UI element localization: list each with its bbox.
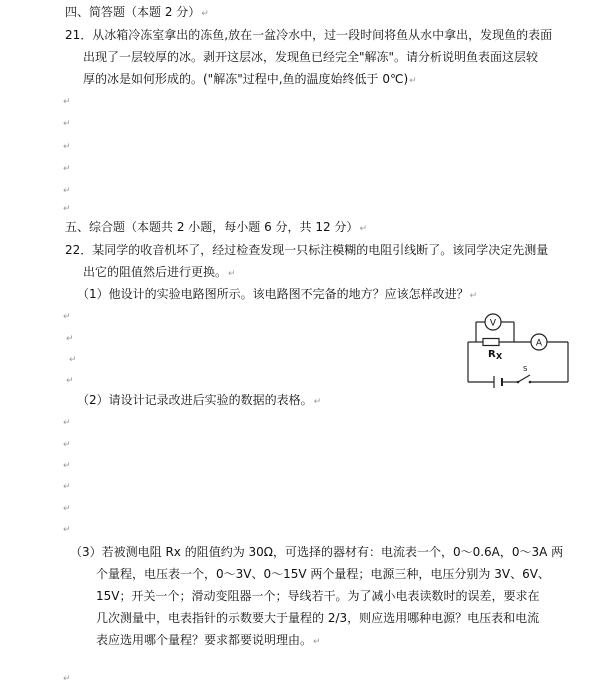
paragraph-mark: ↵ <box>63 525 71 535</box>
paragraph-mark: ↵ <box>409 76 417 86</box>
q22-part-1 <box>77 286 477 304</box>
section-5-heading-text: 五、综合题（本题共 2 小题，每小题 6 分，共 12 分） <box>65 220 359 234</box>
q22-part-3-line-5 <box>96 632 321 650</box>
paragraph-mark: ↵ <box>359 224 367 234</box>
q22-part-3-line-3: 15V；开关一个；滑动变阻器一个；导线若干。为了减小电表读数时的误差，要求在 <box>96 589 540 603</box>
q22-part-3-line-2: 个量程，电压表一个，0～3V、0～15V 两个量程；电源三种，电压分别为 3V、6V、 <box>96 567 550 581</box>
paragraph-mark: ↵ <box>63 142 71 152</box>
q22-line-2 <box>83 264 236 282</box>
q22-part-2-text: （2）请设计记录改进后实验的数据的表格。 <box>77 393 313 407</box>
switch-label: S <box>523 365 528 373</box>
q21-line-3-text: 厚的冰是如何形成的。("解冻"过程中,鱼的温度始终低于 0℃) <box>83 72 409 86</box>
switch-pivot <box>517 381 520 384</box>
resistor-label: R <box>488 349 496 360</box>
q22-part-3-line-5-text: 表应选用哪个量程？要求都要说明理由。 <box>96 633 313 647</box>
paragraph-mark: ↵ <box>63 204 71 214</box>
q22-part-3-line-4: 几次测量中，电表指针的示数要大于量程的 2/3，则应选用哪种电源？电压表和电流 <box>96 611 540 625</box>
q21-line-3 <box>83 71 417 89</box>
section-4-heading-text: 四、简答题（本题 2 分） <box>65 5 201 19</box>
paragraph-mark: ↵ <box>63 461 71 471</box>
paragraph-mark: ↵ <box>69 355 77 365</box>
voltmeter-symbol: V <box>489 318 497 329</box>
paragraph-mark: ↵ <box>63 164 71 174</box>
paragraph-mark: ↵ <box>228 269 236 279</box>
paragraph-mark: ↵ <box>63 312 71 322</box>
paragraph-mark: ↵ <box>469 291 478 301</box>
ammeter-symbol: A <box>535 338 543 349</box>
paragraph-mark: ↵ <box>63 674 71 684</box>
paragraph-mark: ↵ <box>201 9 209 19</box>
q22-line-2-text: 出它的阻值然后进行更换。 <box>83 265 228 279</box>
paragraph-mark: ↵ <box>63 119 71 129</box>
q22-line-1: 22．某同学的收音机坏了，经过检查发现一只标注模糊的电阻引线断了。该同学决定先测量 <box>65 243 549 257</box>
paragraph-mark: ↵ <box>63 482 71 492</box>
section-5-heading <box>65 219 367 237</box>
q22-part-3-line-1: （3）若被测电阻 Rx 的阻值约为 30Ω，可选择的器材有：电流表一个，0～0.6A，0～3A 两 <box>70 545 564 559</box>
paragraph-mark: ↵ <box>313 397 322 407</box>
paragraph-mark: ↵ <box>63 440 71 450</box>
switch-icon <box>518 375 530 382</box>
circuit-diagram <box>460 312 576 388</box>
paragraph-mark: ↵ <box>63 97 71 107</box>
q22-part-1-text: （1）他设计的实验电路图所示。该电路图不完备的地方？应该怎样改进？ <box>77 287 469 301</box>
q21-line-2: 出现了一层较厚的冰。剥开这层冰，发现鱼已经完全"解冻"。请分析说明鱼表面这层较 <box>83 50 539 64</box>
resistor-label-subscript: X <box>496 352 503 361</box>
q22-part-2 <box>77 392 321 410</box>
section-4-heading <box>65 4 209 22</box>
paragraph-mark: ↵ <box>313 637 321 647</box>
paragraph-mark: ↵ <box>63 186 71 196</box>
resistor-rx <box>483 339 499 346</box>
paragraph-mark: ↵ <box>66 334 74 344</box>
q21-line-1: 21．从冰箱冷冻室拿出的冻鱼,放在一盆冷水中，过一段时间将鱼从水中拿出，发现鱼的表面 <box>65 28 553 42</box>
paragraph-mark: ↵ <box>63 418 71 428</box>
switch-contact <box>529 381 532 384</box>
paragraph-mark: ↵ <box>66 376 74 386</box>
paragraph-mark: ↵ <box>63 504 71 514</box>
